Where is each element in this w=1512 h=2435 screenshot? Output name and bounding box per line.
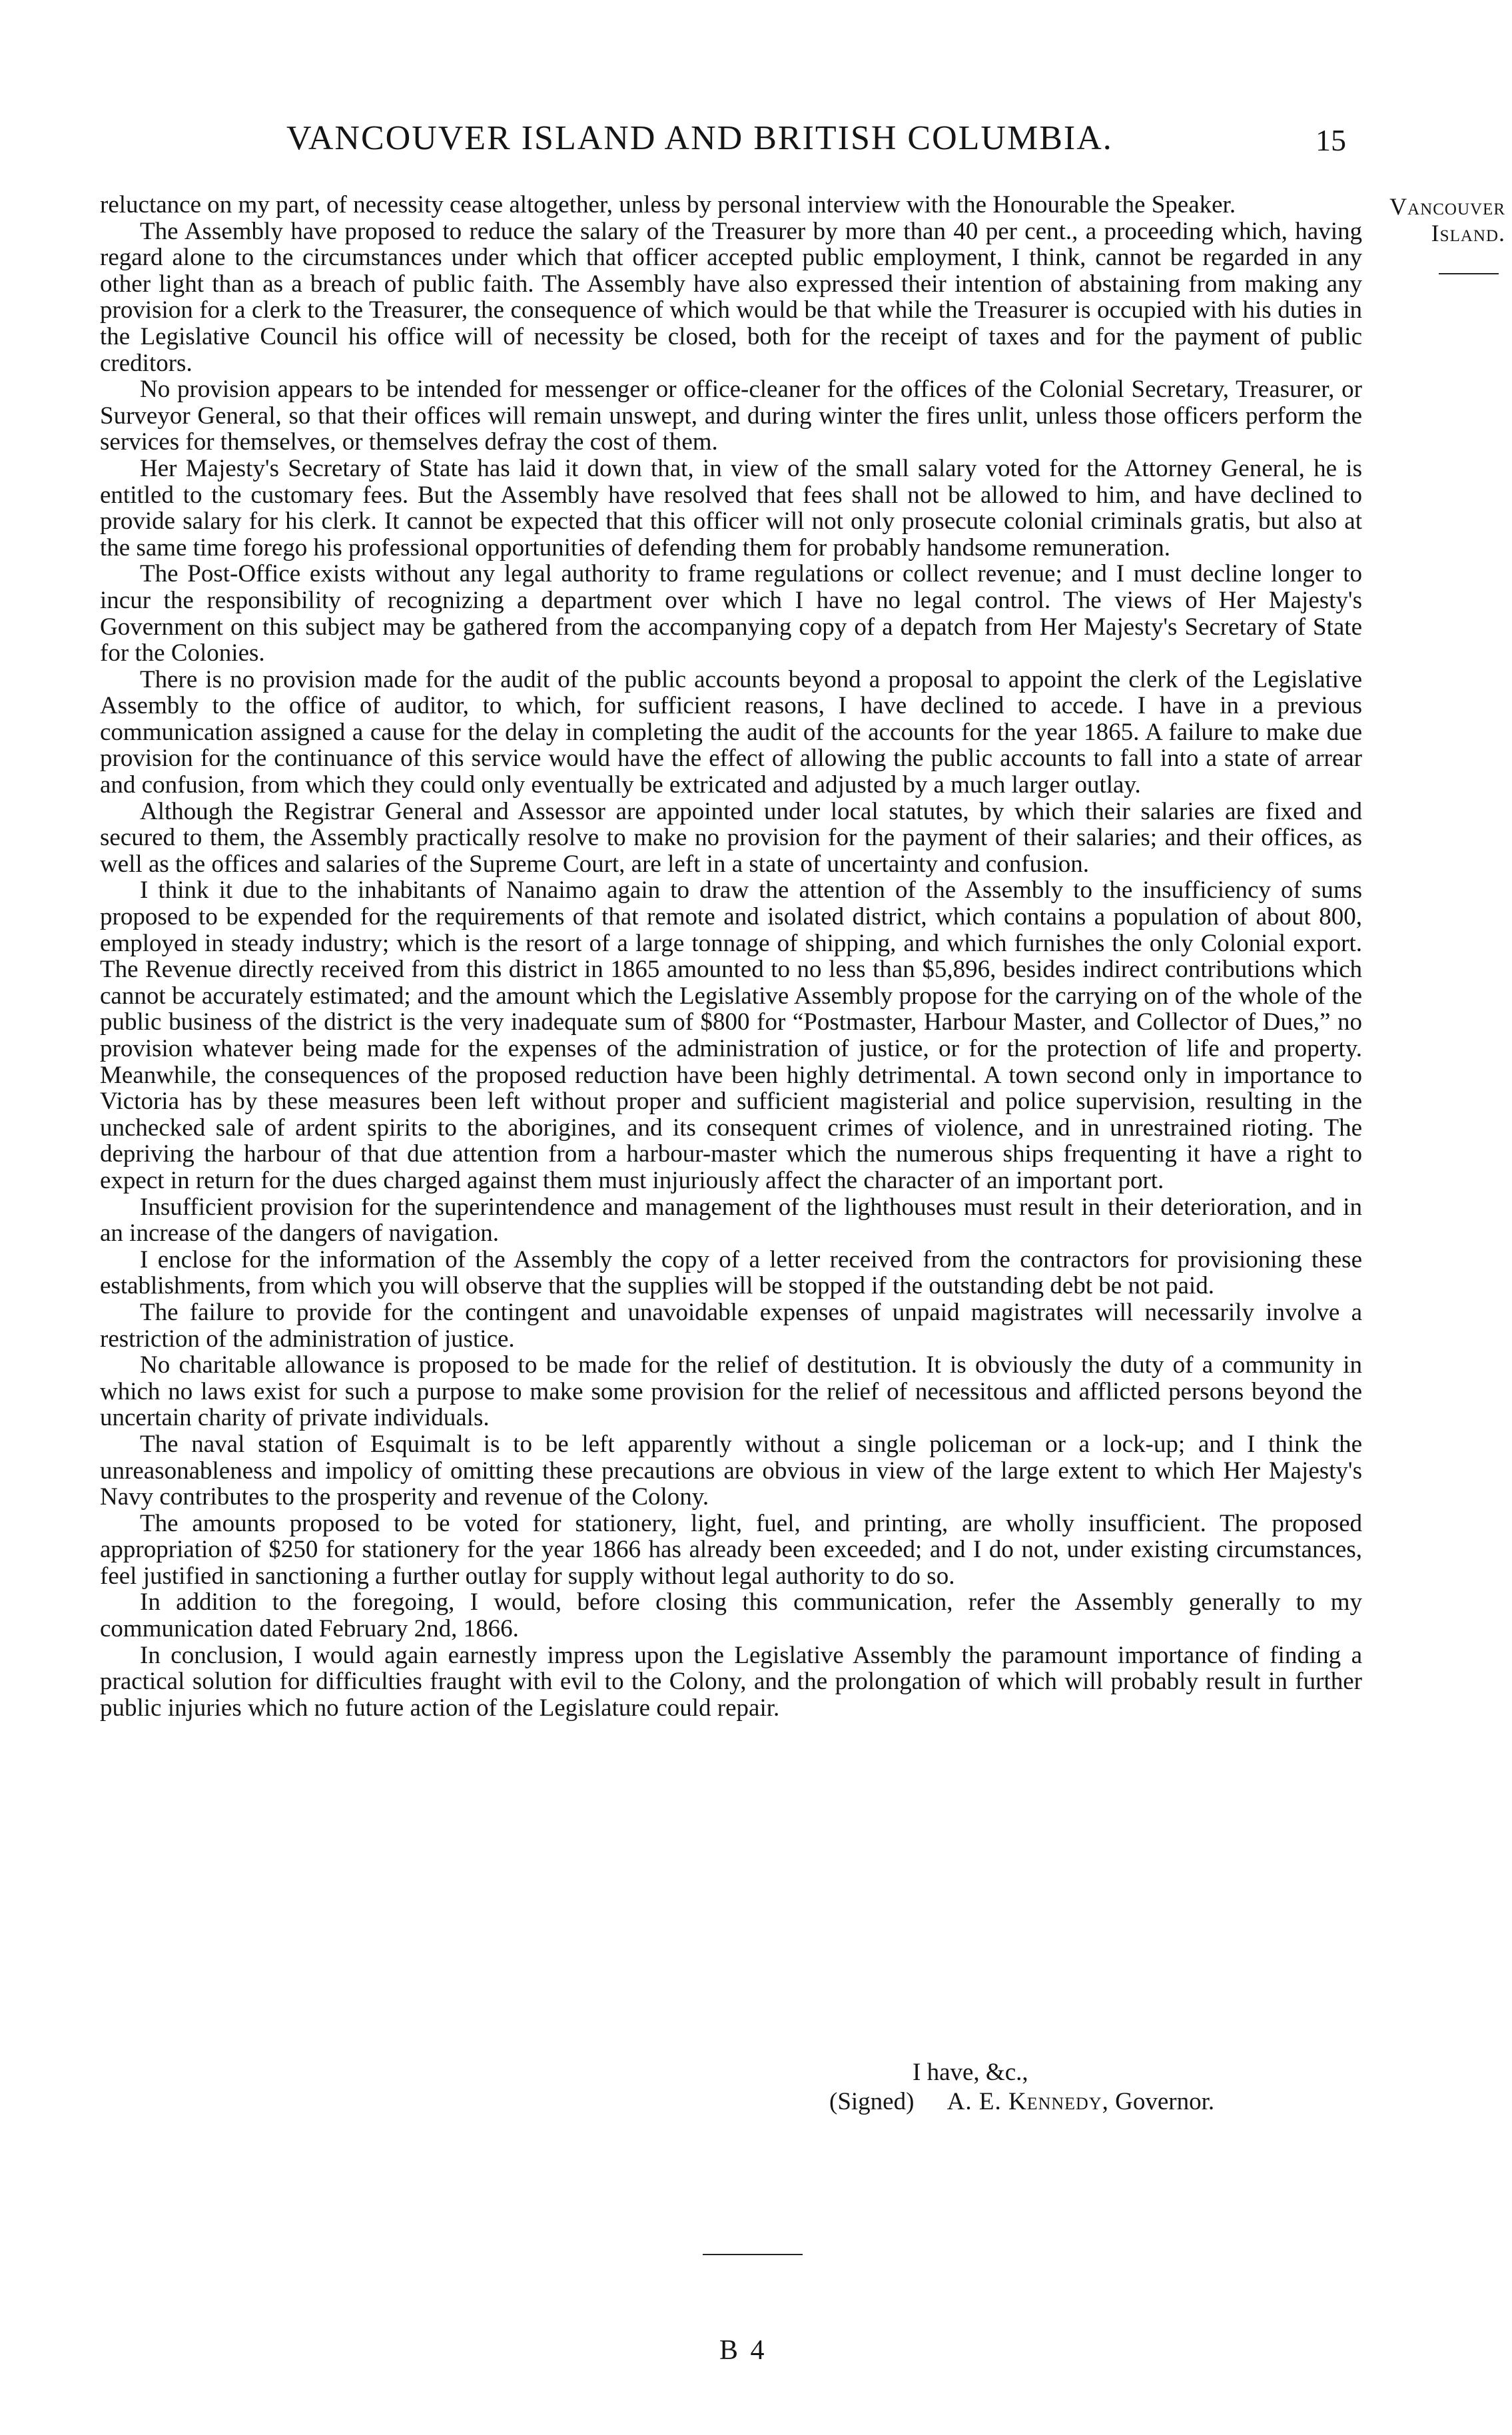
page-title: VANCOUVER ISLAND AND BRITISH COLUMBIA. xyxy=(286,119,1113,157)
paragraph: I think it due to the inhabitants of Nanaimo again to draw the attention of the Assembly to the insufficiency of sums proposed to be expended for the requirements of that remote and isolated district, which contains a population of about 800, employed in steady industry; which is the resort of a large tonnage of shipping, and which furnishes the only Colonial export. The Revenue directly received from this district in 1865 amounted to no less than $5,896, besides indirect contributions which cannot be accurately estimated; and the amount which the Legislative Assembly propose for the carrying on of the whole of the public business of the district is the very inadequate sum of $800 for “Postmaster, Harbour Master, and Collector of Dues,” no provision whatever being made for the expenses of the administration of justice, or for the protection of life and property. Meanwhile, the consequences of the proposed reduction have been highly detrimental. A town second only in importance to Victoria has by these measures been left without proper and sufficient magisterial and police supervision, resulting in the unchecked sale of ardent spirits to the aborigines, and its consequent crimes of violence, and in unrestrained rioting. The depriving the harbour of that due attention from a harbour-master which the numerous ships frequenting it have a right to expect in return for the dues charged against them must injuriously affect the character of an important port. xyxy=(100,876,1362,1194)
paragraph: Her Majesty's Secretary of State has laid it down that, in view of the small salary voted for the Attorney General, he is entitled to the customary fees. But the Assembly have resolved that fees shall not be allowed to him, and have declined to provide salary for his clerk. It cannot be expected that this officer will not only prosecute colonial criminals gratis, but also at the same time forego his professional opportunities of defending them for probably handsome remuneration. xyxy=(100,454,1362,561)
paragraph: No charitable allowance is proposed to be made for the relief of destitution. It is obviously the duty of a community in which no laws exist for such a purpose to make some provision for the relief of necessitous and afflicted persons beyond the uncertain charity of private individuals. xyxy=(100,1351,1362,1432)
margin-note-line-1: Vancouver xyxy=(1389,193,1505,220)
letter-closing xyxy=(829,2058,1214,2117)
printer-signature-mark: B 4 xyxy=(719,2335,767,2366)
paragraph: The failure to provide for the contingent and unavoidable expenses of unpaid magistrates will necessarily involve a restriction of the administration of justice. xyxy=(100,1298,1362,1353)
signatory-name: A. E. Kennedy, xyxy=(946,2088,1109,2115)
page-number: 15 xyxy=(1316,123,1346,157)
paragraph: The amounts proposed to be voted for stationery, light, fuel, and printing, are wholly insufficient. The proposed appropriation of $250 for stationery for the year 1866 has already been exceeded; and I do not, under existing circumstances, feel justified in sanctioning a further outlay for supply without legal authority to do so. xyxy=(100,1509,1362,1590)
paragraph: There is no provision made for the audit of the public accounts beyond a proposal to appoint the clerk of the Legislative Assembly to the office of auditor, to which, for sufficient reasons, I have declined to accede. I have in a previous communication assigned a cause for the delay in completing the audit of the accounts for the year 1865. A failure to make due provision for the continuance of this service would have the effect of allowing the public accounts to fall into a state of arrear and confusion, from which they could only eventually be extricated and adjusted by a much larger outlay. xyxy=(100,665,1362,799)
paragraph: The Assembly have proposed to reduce the salary of the Treasurer by more than 40 per cent., a proceeding which, having regard alone to the circumstances under which that officer accepted public employment, I think, cannot be regarded in any other light than as a breach of public faith. The Assembly have also expressed their intention of abstaining from making any provision for a clerk to the Treasurer, the consequence of which would be that while the Treasurer is occupied with his duties in the Legislative Council his office will of necessity be closed, both for the receipt of taxes and for the payment of public creditors. xyxy=(100,217,1362,377)
closing-salutation: I have, &c., xyxy=(913,2059,1028,2086)
running-header xyxy=(0,119,1512,165)
paragraph: In addition to the foregoing, I would, before closing this communication, refer the Assembly generally to my communication dated February 2nd, 1866. xyxy=(100,1588,1362,1643)
margin-dash xyxy=(1439,273,1499,274)
signed-label: (Signed) xyxy=(829,2088,915,2115)
paragraph: In conclusion, I would again earnestly impress upon the Legislative Assembly the paramount importance of finding a practical solution for difficulties fraught with evil to the Colony, and the prolongation of which will probably result in further public injuries which no future action of the Legislature could repair. xyxy=(100,1641,1362,1722)
margin-note-line-2: Island. xyxy=(1431,220,1505,246)
footer-rule xyxy=(703,2254,803,2255)
paragraph: I enclose for the information of the Assembly the copy of a letter received from the contractors for provisioning these establishments, from which you will observe that the supplies will be stopped if the outstanding debt be not paid. xyxy=(100,1245,1362,1300)
signatory-title: Governor. xyxy=(1115,2088,1215,2115)
letter-body xyxy=(100,192,1362,1721)
paragraph: reluctance on my part, of necessity cease altogether, unless by personal interview with the Honourable the Speaker. xyxy=(100,191,1236,218)
closing-signature-line xyxy=(829,2087,1214,2117)
paragraph: Insufficient provision for the superintendence and management of the lighthouses must result in their deterioration, and in an increase of the dangers of navigation. xyxy=(100,1193,1362,1247)
paragraph: No provision appears to be intended for messenger or office-cleaner for the offices of the Colonial Secretary, Treasurer, or Surveyor General, so that their offices will remain unswept, and during winter the fires unlit, unless those officers perform the services for themselves, or themselves defray the cost of them. xyxy=(100,376,1362,456)
paragraph: The Post-Office exists without any legal authority to frame regulations or collect revenue; and I must decline longer to incur the responsibility of recognizing a department over which I have no legal control. The views of Her Majesty's Government on this subject may be gathered from the accompanying copy of a depatch from Her Majesty's Secretary of State for the Colonies. xyxy=(100,560,1362,667)
paragraph: The naval station of Esquimalt is to be left apparently without a single policeman or a lock-up; and I think the unreasonableness and impolicy of omitting these precautions are obvious in view of the large extent to which Her Majesty's Navy contributes to the prosperity and revenue of the Colony. xyxy=(100,1430,1362,1511)
paragraph: Although the Registrar General and Assessor are appointed under local statutes, by which their salaries are fixed and secured to them, the Assembly practically resolve to make no provision for the payment of their salaries; and their offices, as well as the offices and salaries of the Supreme Court, are left in a state of uncertainty and confusion. xyxy=(100,797,1362,878)
